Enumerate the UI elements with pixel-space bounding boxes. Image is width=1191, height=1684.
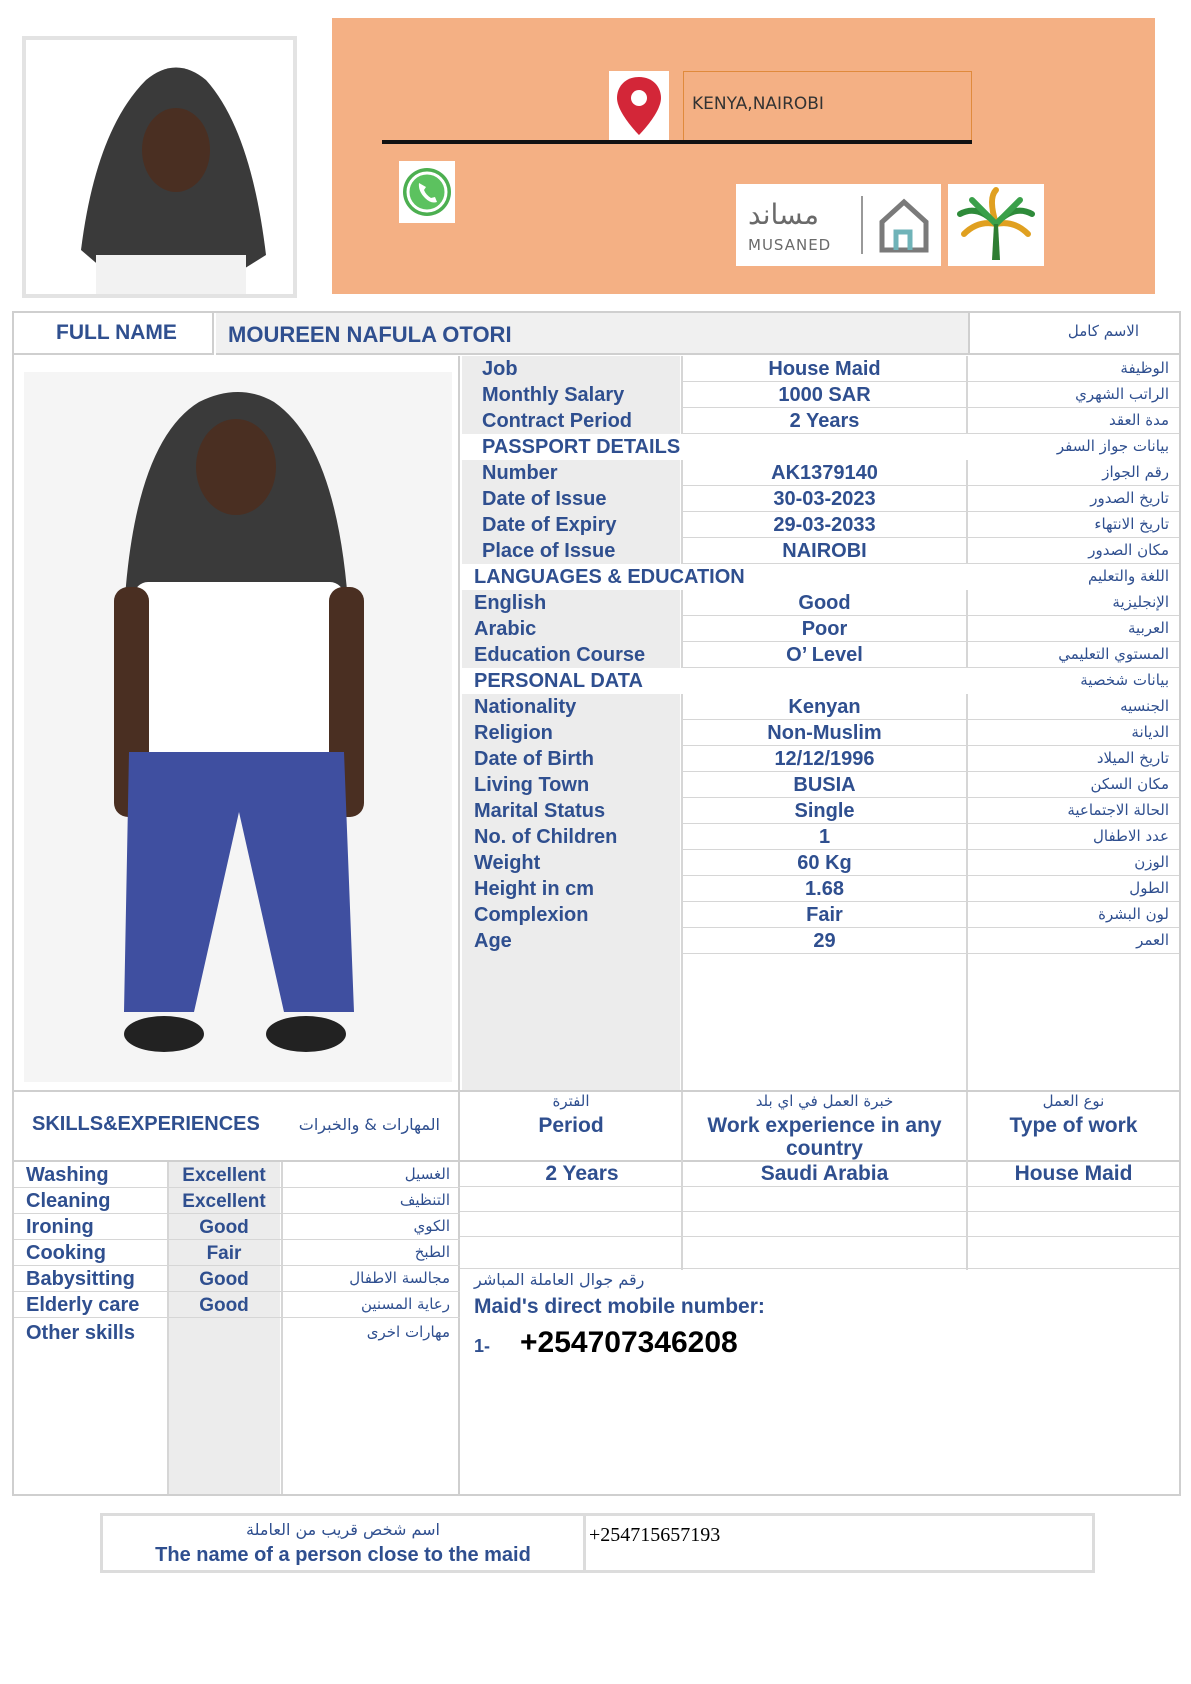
detail-label: Job: [482, 358, 518, 380]
detail-row: [460, 824, 1179, 850]
detail-label: Date of Issue: [482, 488, 607, 510]
detail-label: Arabic: [474, 618, 537, 640]
section-title: LANGUAGES & EDUCATION: [474, 566, 745, 588]
header-divider: [382, 140, 972, 144]
detail-row: [460, 356, 1179, 382]
detail-row: [460, 720, 1179, 746]
skill-level: Excellent: [182, 1191, 266, 1212]
full-body-photo: [24, 372, 452, 1082]
detail-label: English: [474, 592, 547, 614]
experience-type-value: House Maid: [1014, 1162, 1133, 1185]
section-title: PERSONAL DATA: [474, 670, 643, 692]
detail-label: Education Course: [474, 644, 646, 666]
saudi-ministry-palm-logo: [948, 184, 1044, 266]
section-title-arabic: اللغة والتعليم: [1088, 567, 1169, 585]
detail-value: Non-Muslim: [767, 722, 882, 744]
skill-name: Cleaning: [26, 1190, 111, 1212]
detail-arabic-label: تاريخ الصدور: [1090, 489, 1169, 507]
detail-row: [460, 382, 1179, 408]
mobile-number: +254707346208: [520, 1326, 738, 1359]
detail-row: [460, 512, 1179, 538]
detail-arabic-label: تاريخ الميلاد: [1096, 749, 1169, 767]
experience-country-value: Saudi Arabia: [760, 1162, 889, 1185]
section-header-row: [460, 564, 1179, 590]
section-title-arabic: بيانات جواز السفر: [1056, 437, 1169, 455]
detail-label: Age: [474, 930, 512, 952]
period-arabic-label: الفترة: [552, 1092, 590, 1110]
maid-portrait-image: [26, 40, 293, 294]
detail-row: [460, 928, 1179, 954]
section-header-row: [460, 434, 1179, 460]
skill-arabic-name: مجالسة الاطفال: [349, 1269, 450, 1287]
detail-arabic-label: تاريخ الانتهاء: [1094, 515, 1169, 533]
musaned-logo: [736, 184, 941, 266]
skills-title-arabic: المهارات & والخبرات: [298, 1115, 440, 1134]
skill-row: [14, 1162, 460, 1188]
detail-arabic-label: الديانة: [1131, 723, 1169, 741]
detail-arabic-label: الوظيفة: [1120, 359, 1169, 377]
skill-arabic-name: مهارات اخرى: [366, 1323, 450, 1341]
detail-arabic-label: مدة العقد: [1109, 411, 1169, 429]
detail-row: [460, 642, 1179, 668]
detail-value: 1.68: [805, 878, 844, 900]
close-contact-number: +254715657193: [589, 1524, 721, 1546]
musaned-arabic-text: مساند: [748, 198, 819, 231]
detail-arabic-label: الراتب الشهري: [1075, 385, 1169, 403]
close-contact-label: The name of a person close to the maid: [155, 1544, 531, 1566]
skill-arabic-name: التنظيف: [399, 1191, 450, 1209]
skill-level: Good: [199, 1217, 249, 1238]
skill-row: [14, 1188, 460, 1214]
top-photo: [22, 36, 297, 298]
skill-name: Elderly care: [26, 1294, 140, 1316]
detail-label: Complexion: [474, 904, 589, 926]
detail-label: Weight: [474, 852, 541, 874]
detail-arabic-label: الطول: [1129, 879, 1169, 897]
detail-value: O’ Level: [786, 644, 863, 666]
whatsapp-phone-icon: [399, 161, 455, 223]
type-label: Type of work: [1009, 1114, 1138, 1137]
country-label: Work experience in any country: [707, 1114, 942, 1160]
detail-label: Religion: [474, 722, 553, 744]
skill-row: [14, 1320, 460, 1346]
skill-level: Good: [199, 1295, 249, 1316]
detail-value: 12/12/1996: [774, 748, 875, 770]
detail-arabic-label: الوزن: [1134, 853, 1169, 871]
detail-label: Number: [482, 462, 558, 484]
detail-label: Marital Status: [474, 800, 606, 822]
detail-row: [460, 408, 1179, 434]
detail-value: 1000 SAR: [778, 384, 871, 406]
musaned-latin-text: MUSANED: [748, 236, 832, 254]
experience-period-value: 2 Years: [545, 1162, 619, 1185]
country-arabic-label: خبرة العمل في اي بلد: [755, 1092, 894, 1110]
musaned-house-icon: [874, 194, 934, 256]
detail-row: [460, 538, 1179, 564]
skill-arabic-name: الكوي: [413, 1217, 450, 1235]
mobile-index: 1-: [474, 1336, 491, 1356]
detail-row: [460, 876, 1179, 902]
detail-arabic-label: الحالة الاجتماعية: [1067, 801, 1169, 819]
detail-value: House Maid: [768, 358, 881, 380]
detail-row: [460, 590, 1179, 616]
detail-value: 60 Kg: [797, 852, 852, 874]
detail-row: [460, 746, 1179, 772]
section-header-row: [460, 668, 1179, 694]
detail-value: AK1379140: [771, 462, 878, 484]
detail-label: No. of Children: [474, 826, 618, 848]
detail-arabic-label: لون البشرة: [1098, 905, 1169, 923]
detail-label: Monthly Salary: [482, 384, 625, 406]
full-name-value: MOUREEN NAFULA OTORI: [228, 322, 512, 347]
skill-row: [14, 1214, 460, 1240]
detail-value: Single: [794, 800, 855, 822]
skill-row: [14, 1266, 460, 1292]
full-name-label: FULL NAME: [56, 321, 177, 344]
detail-row: [460, 486, 1179, 512]
skill-name: Babysitting: [26, 1268, 135, 1290]
skill-name: Cooking: [26, 1242, 106, 1264]
detail-value: 2 Years: [789, 410, 860, 432]
mobile-arabic-label: رقم جوال العاملة المباشر: [474, 1270, 645, 1289]
skill-arabic-name: الطبخ: [414, 1243, 450, 1261]
detail-value: Good: [798, 592, 851, 614]
detail-row: [460, 694, 1179, 720]
detail-value: 29-03-2033: [773, 514, 876, 536]
skills-title: SKILLS&EXPERIENCES: [32, 1113, 260, 1135]
detail-arabic-label: العمر: [1136, 931, 1169, 949]
detail-value: BUSIA: [793, 774, 856, 796]
skill-level: Excellent: [182, 1165, 266, 1186]
skill-arabic-name: رعاية المسنين: [360, 1295, 450, 1313]
full-name-arabic-label: الاسم كامل: [1067, 322, 1139, 340]
period-label: Period: [538, 1114, 604, 1137]
skill-row: [14, 1292, 460, 1318]
detail-label: Date of Expiry: [482, 514, 617, 536]
detail-row: [460, 460, 1179, 486]
detail-arabic-label: مكان الصدور: [1088, 541, 1169, 559]
section-title-arabic: بيانات شخصية: [1080, 671, 1169, 689]
detail-label: Contract Period: [482, 410, 633, 432]
detail-arabic-label: العربية: [1128, 619, 1169, 637]
skill-level: Good: [199, 1269, 249, 1290]
detail-row: [460, 772, 1179, 798]
detail-value: 1: [818, 826, 831, 848]
detail-value: Kenyan: [788, 696, 861, 718]
detail-value: Fair: [806, 904, 843, 926]
detail-arabic-label: المستوي التعليمي: [1058, 645, 1169, 663]
mobile-label: Maid's direct mobile number:: [474, 1295, 765, 1318]
detail-arabic-label: رقم الجواز: [1102, 463, 1169, 481]
skill-row: [14, 1240, 460, 1266]
detail-row: [460, 850, 1179, 876]
detail-value: NAIROBI: [782, 540, 867, 562]
skill-name: Other skills: [26, 1322, 135, 1344]
section-title: PASSPORT DETAILS: [482, 436, 681, 458]
detail-label: Height in cm: [474, 878, 595, 900]
detail-value: Poor: [801, 618, 848, 640]
detail-label: Date of Birth: [474, 748, 594, 770]
location-text: KENYA,NAIROBI: [683, 71, 972, 141]
skill-name: Ironing: [26, 1216, 94, 1238]
skill-level: Fair: [206, 1243, 242, 1264]
type-arabic-label: نوع العمل: [1042, 1092, 1105, 1110]
detail-arabic-label: الجنسيه: [1120, 697, 1169, 715]
close-contact-box: [100, 1513, 1095, 1573]
location-pin-icon: [609, 71, 669, 141]
detail-row: [460, 798, 1179, 824]
detail-label: Place of Issue: [482, 540, 616, 562]
close-contact-arabic-label: اسم شخص قريب من العاملة: [246, 1520, 440, 1539]
detail-label: Living Town: [474, 774, 590, 796]
skill-name: Washing: [26, 1164, 109, 1186]
detail-row: [460, 902, 1179, 928]
detail-row: [460, 616, 1179, 642]
detail-arabic-label: عدد الاطفال: [1093, 827, 1169, 845]
skill-arabic-name: الغسيل: [404, 1165, 450, 1183]
detail-arabic-label: الإنجليزية: [1112, 593, 1169, 611]
detail-value: 30-03-2023: [773, 488, 876, 510]
detail-value: 29: [813, 930, 836, 952]
detail-arabic-label: مكان السكن: [1090, 775, 1169, 793]
detail-label: Nationality: [474, 696, 577, 718]
